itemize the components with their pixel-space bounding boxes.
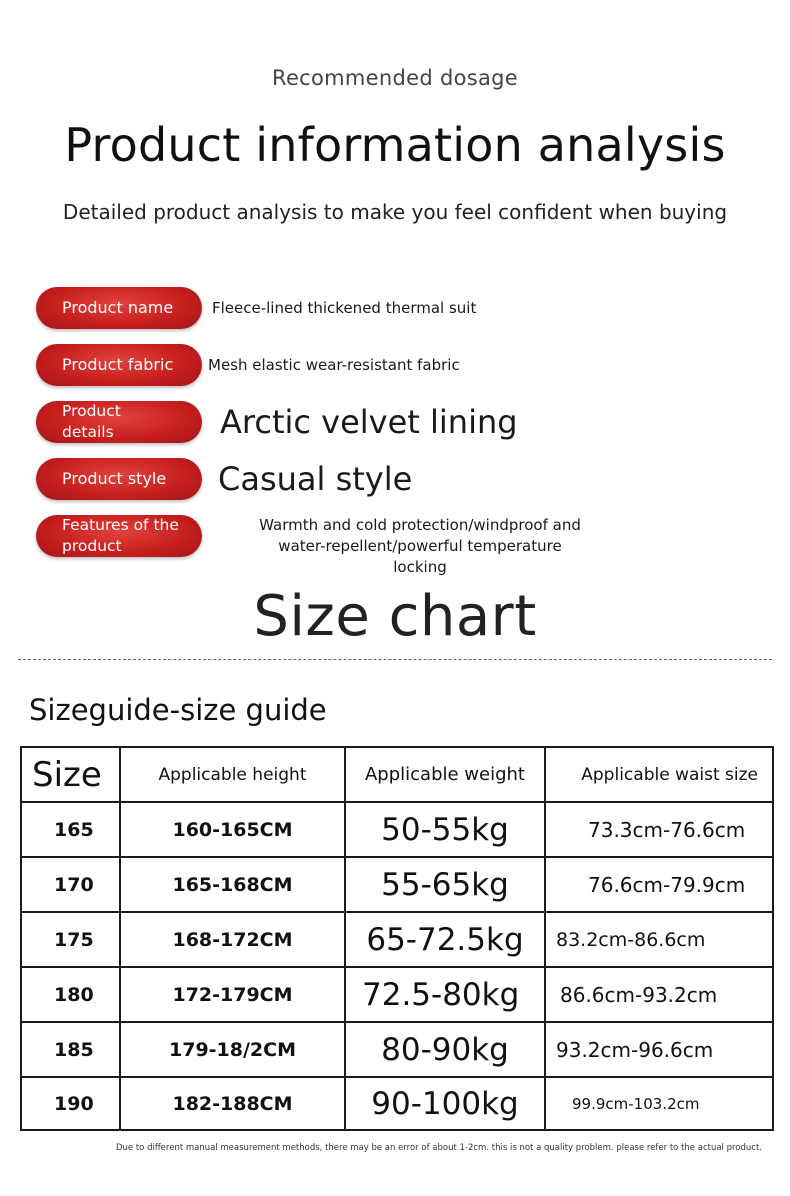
cell-height: 160-165CM [120, 802, 345, 857]
size-chart-title: Size chart [253, 584, 537, 649]
info-row-details [36, 401, 776, 443]
dashed-divider [18, 659, 772, 660]
value-line: Warmth and cold protection/windproof and [259, 516, 581, 534]
cell-waist: 83.2cm-86.6cm [545, 912, 773, 967]
value-product-features [250, 515, 590, 576]
info-row-style [36, 458, 776, 500]
label-pill-product-details [36, 401, 202, 443]
header-height: Applicable height [120, 747, 345, 802]
label-line: product [62, 537, 122, 555]
page-title: Product information analysis [64, 118, 726, 172]
cell-weight: 55-65kg [345, 857, 545, 912]
cell-size: 180 [21, 967, 120, 1022]
cell-waist: 73.3cm-76.6cm [545, 802, 773, 857]
value-product-fabric: Mesh elastic wear-resistant fabric [208, 356, 460, 374]
cell-size: 175 [21, 912, 120, 967]
info-row-name [36, 287, 776, 329]
value-product-name: Fleece-lined thickened thermal suit [212, 299, 477, 317]
table-row [21, 912, 773, 967]
header-waist: Applicable waist size [545, 747, 773, 802]
cell-size: 170 [21, 857, 120, 912]
header-weight: Applicable weight [345, 747, 545, 802]
footnote: Due to different manual measurement methods, there may be an error of about 1-2cm. this is not a quality problem. please refer to the actual product. [115, 1143, 762, 1153]
cell-weight: 80-90kg [345, 1022, 545, 1077]
header-size: Size [21, 747, 120, 802]
cell-weight: 90-100kg [345, 1077, 545, 1130]
label-line: Features of the [62, 516, 179, 534]
label-line: details [62, 423, 114, 441]
label-pill-product-name: Product name [36, 287, 202, 329]
value-product-details: Arctic velvet lining [220, 403, 518, 441]
cell-weight: 50-55kg [345, 802, 545, 857]
label-line: Product [62, 402, 121, 420]
cell-height: 179-18/2CM [120, 1022, 345, 1077]
table-header-row [21, 747, 773, 802]
size-table [20, 746, 774, 1131]
cell-waist: 76.6cm-79.9cm [545, 857, 773, 912]
cell-height: 168-172CM [120, 912, 345, 967]
cell-size: 185 [21, 1022, 120, 1077]
label-pill-product-style: Product style [36, 458, 202, 500]
cell-waist: 93.2cm-96.6cm [545, 1022, 773, 1077]
size-guide-title: Sizeguide-size guide [29, 693, 327, 727]
cell-waist: 86.6cm-93.2cm [545, 967, 773, 1022]
value-product-style: Casual style [218, 460, 413, 498]
info-row-fabric [36, 344, 776, 386]
cell-size: 190 [21, 1077, 120, 1130]
cell-height: 172-179CM [120, 967, 345, 1022]
cell-size: 165 [21, 802, 120, 857]
kicker-text: Recommended dosage [272, 66, 518, 90]
page-subtitle: Detailed product analysis to make you feel confident when buying [62, 200, 728, 224]
table-row [21, 857, 773, 912]
info-row-features [36, 515, 776, 576]
cell-height: 165-168CM [120, 857, 345, 912]
table-row [21, 1077, 773, 1130]
value-line: water-repellent/powerful temperature locking [278, 537, 562, 576]
cell-waist: 99.9cm-103.2cm [545, 1077, 773, 1130]
table-row [21, 1022, 773, 1077]
table-row [21, 802, 773, 857]
table-row [21, 967, 773, 1022]
cell-weight: 72.5-80kg [345, 967, 545, 1022]
label-pill-product-fabric: Product fabric [36, 344, 202, 386]
cell-weight: 65-72.5kg [345, 912, 545, 967]
cell-height: 182-188CM [120, 1077, 345, 1130]
label-pill-product-features [36, 515, 202, 557]
